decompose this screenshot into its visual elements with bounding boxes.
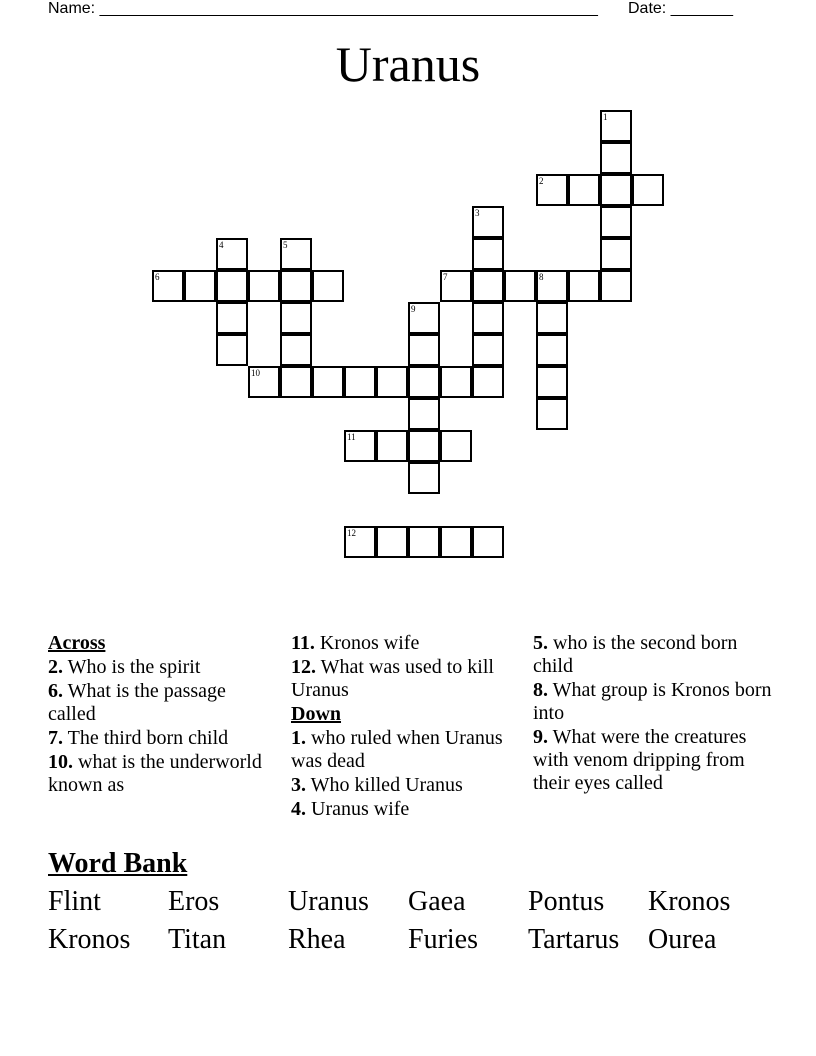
crossword-cell[interactable]: [536, 174, 568, 206]
crossword-cell[interactable]: [376, 430, 408, 462]
across-heading: Across: [48, 632, 106, 654]
crossword-cell[interactable]: [376, 526, 408, 558]
crossword-cell[interactable]: [280, 270, 312, 302]
crossword-cell[interactable]: [568, 174, 600, 206]
word-bank-word: Kronos: [48, 924, 131, 955]
crossword-cell[interactable]: [408, 302, 440, 334]
crossword-cell[interactable]: [408, 398, 440, 430]
clue-down-1: 1. who ruled when Uranus was dead: [291, 727, 503, 772]
clue-down-8: 8. What group is Kronos born into: [533, 679, 772, 724]
crossword-cell[interactable]: [344, 430, 376, 462]
crossword-cell[interactable]: [408, 334, 440, 366]
crossword-cell[interactable]: [440, 430, 472, 462]
crossword-cell[interactable]: [472, 302, 504, 334]
clue-across-2: 2. Who is the spirit: [48, 656, 201, 678]
crossword-cell[interactable]: [280, 238, 312, 270]
clue-across-6: 6. What is the passage called: [48, 680, 226, 725]
crossword-cell[interactable]: [408, 366, 440, 398]
clues-column-2: [291, 632, 511, 822]
crossword-cell[interactable]: [280, 366, 312, 398]
crossword-cell[interactable]: [152, 270, 184, 302]
clue-down-5: 5. who is the second born child: [533, 632, 738, 677]
word-bank-word: Pontus: [528, 886, 605, 917]
clue-number: 8: [539, 272, 544, 282]
word-bank-word: Furies: [408, 924, 478, 955]
clue-down-9: 9. What were the creatures with venom dripping from their eyes called: [533, 726, 747, 794]
clue-down-4: 4. Uranus wife: [291, 798, 410, 820]
clues-column-1: [48, 632, 268, 798]
word-bank-title: Word Bank: [48, 848, 188, 879]
crossword-cell[interactable]: [536, 302, 568, 334]
clue-number: 1: [603, 112, 608, 122]
crossword-cell[interactable]: [376, 366, 408, 398]
word-bank-word: Rhea: [288, 924, 346, 955]
crossword-cell[interactable]: [472, 526, 504, 558]
crossword-cell[interactable]: [408, 430, 440, 462]
crossword-cell[interactable]: [632, 174, 664, 206]
crossword-cell[interactable]: [536, 366, 568, 398]
crossword-cell[interactable]: [536, 334, 568, 366]
crossword-cell[interactable]: [216, 302, 248, 334]
crossword-cell[interactable]: [472, 206, 504, 238]
clues-column-3: [533, 632, 773, 796]
clue-across-10: 10. what is the underworld known as: [48, 751, 262, 796]
crossword-cell[interactable]: [472, 238, 504, 270]
crossword-cell[interactable]: [440, 526, 472, 558]
crossword-cell[interactable]: [248, 366, 280, 398]
crossword-cell[interactable]: [472, 366, 504, 398]
crossword-cell[interactable]: [280, 302, 312, 334]
date-field-label: Date: _______: [628, 0, 733, 17]
crossword-cell[interactable]: [344, 526, 376, 558]
word-bank-word: Ourea: [648, 924, 717, 955]
clue-across-12: 12. What was used to kill Uranus: [291, 656, 494, 701]
crossword-cell[interactable]: [312, 366, 344, 398]
clue-number: 2: [539, 176, 544, 186]
crossword-cell[interactable]: [600, 270, 632, 302]
word-bank-word: Eros: [168, 886, 220, 917]
crossword-cell[interactable]: [216, 334, 248, 366]
crossword-cell[interactable]: [600, 206, 632, 238]
crossword-cell[interactable]: [568, 270, 600, 302]
crossword-cell[interactable]: [472, 334, 504, 366]
word-bank-word: Kronos: [648, 886, 731, 917]
clue-number: 7: [443, 272, 448, 282]
word-bank-word: Uranus: [288, 886, 369, 917]
clue-across-11: 11. Kronos wife: [291, 632, 420, 654]
crossword-cell[interactable]: [536, 270, 568, 302]
crossword-cell[interactable]: [600, 238, 632, 270]
crossword-cell[interactable]: [440, 270, 472, 302]
crossword-grid: [152, 110, 664, 560]
down-heading: Down: [291, 703, 342, 725]
crossword-cell[interactable]: [344, 366, 376, 398]
crossword-cell[interactable]: [312, 270, 344, 302]
crossword-cell[interactable]: [408, 462, 440, 494]
crossword-cell[interactable]: [472, 270, 504, 302]
word-bank-word: Titan: [168, 924, 227, 955]
word-bank-word: Tartarus: [528, 924, 620, 955]
clue-number: 3: [475, 208, 480, 218]
word-bank-word: Flint: [48, 886, 101, 917]
word-bank-word: Gaea: [408, 886, 466, 917]
crossword-cell[interactable]: [216, 238, 248, 270]
clue-across-7: 7. The third born child: [48, 727, 229, 749]
clue-number: 4: [219, 240, 224, 250]
crossword-cell[interactable]: [600, 142, 632, 174]
clue-number: 12: [347, 528, 356, 538]
clue-number: 11: [347, 432, 356, 442]
crossword-cell[interactable]: [248, 270, 280, 302]
crossword-cell[interactable]: [408, 526, 440, 558]
crossword-cell[interactable]: [600, 110, 632, 142]
crossword-cell[interactable]: [184, 270, 216, 302]
clue-number: 9: [411, 304, 416, 314]
name-field-label: Name: ________________________________________________________: [48, 0, 598, 17]
puzzle-title: Uranus: [335, 36, 481, 92]
crossword-cell[interactable]: [280, 334, 312, 366]
clue-number: 10: [251, 368, 260, 378]
clue-number: 6: [155, 272, 160, 282]
clue-number: 5: [283, 240, 288, 250]
crossword-cell[interactable]: [600, 174, 632, 206]
crossword-cell[interactable]: [536, 398, 568, 430]
crossword-cell[interactable]: [504, 270, 536, 302]
clue-down-3: 3. Who killed Uranus: [291, 774, 463, 796]
crossword-cell[interactable]: [440, 366, 472, 398]
crossword-cell[interactable]: [216, 270, 248, 302]
